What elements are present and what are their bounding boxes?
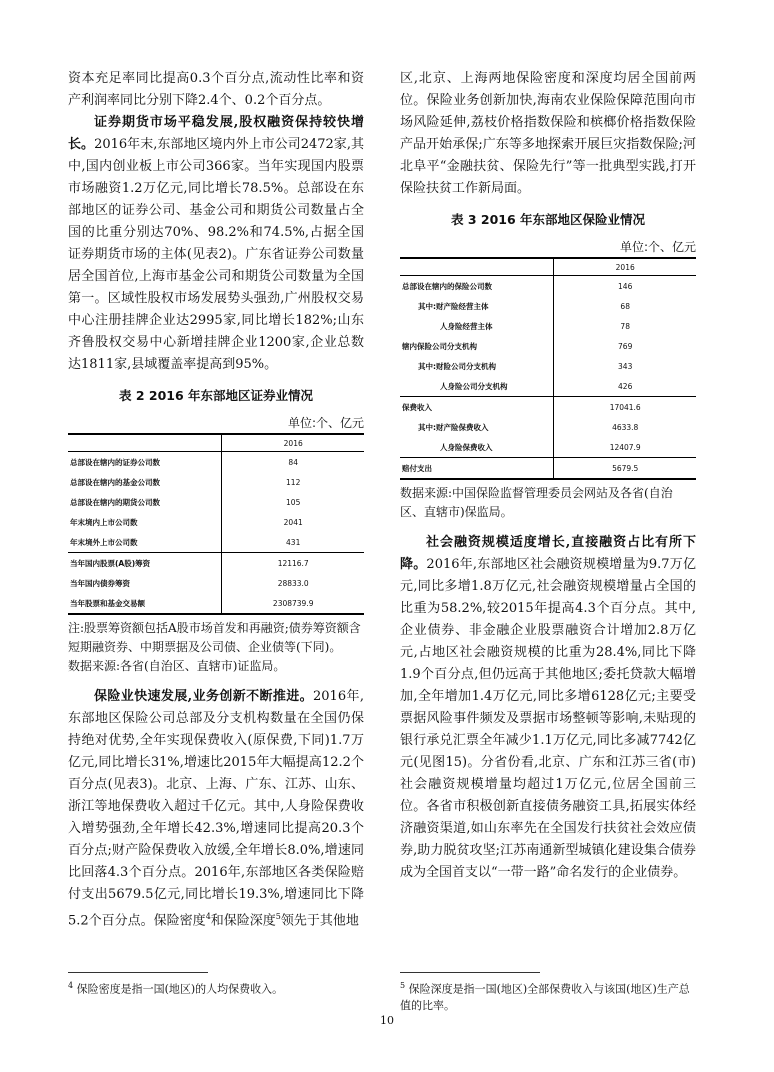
table2-caption: 表 2 2016 年东部地区证券业情况 xyxy=(118,388,314,403)
row-value: 146 xyxy=(618,281,633,291)
table3-insurance xyxy=(400,257,696,480)
row-value: 112 xyxy=(286,477,301,487)
paragraph-insurance-cont: 区,北京、上海两地保险密度和深度均居全国前两位。保险业务创新加快,海南农业保险保障范围向市场风险延伸,荔枝价格指数保险和槟榔价格指数保险产品开始承保;广东等多地探索开展巨灾指数保险;河北阜平“金融扶贫、保险先行”等一批典型实践,打开保险扶贫工作新局面。 xyxy=(400,71,696,196)
row-value: 2041 xyxy=(283,517,303,527)
table-row xyxy=(400,417,696,437)
footnote-ref-4[interactable]: 4 xyxy=(205,912,211,921)
table3-year: 2016 xyxy=(554,258,696,276)
footnote-ref-5[interactable]: 5 xyxy=(275,912,281,921)
footnote-text: 保险密度是指一国(地区)的人均保费收入。 xyxy=(76,982,284,996)
financing-body: 2016年,东部地区社会融资规模增量为9.7万亿元,同比多增1.8万亿元,社会融资规模增量占全国的比重为58.2%,较2015年提高4.3个百分点。其中,企业债券、非金融企业股票融资合计增加2.8万亿元,占地区社会融资规模的比重为28.4%,同比下降1.9个百分点,但仍远高于其他地区;委托贷款大幅增加,全年增加1.4万亿元,同比多增6128亿元;主要受票据风险事件频发及票据市场整顿等影响,未贴现的银行承兑汇票全年减少1.1万亿元,同比多减7742亿元(见图15)。分省份看,北京、广东和江苏三省(市)社会融资规模增量均超过1万亿元,位居全国前三位。各省市积极创新直接债务融资工具,拓展实体经济融资渠道,如山东率先在全国发行扶贫社会效应债券,助力脱贫攻坚;江苏南通新型城镇化建设集合债券成为全国首支以“一带一路”命名发行的企业债券。 xyxy=(400,557,696,880)
page-number: 10 xyxy=(380,1014,394,1027)
table-row xyxy=(68,593,364,614)
row-label: 总部设在辖内的期货公司数 xyxy=(68,492,222,512)
table-row xyxy=(400,276,696,297)
table-row xyxy=(68,492,364,512)
table-row xyxy=(68,452,364,473)
row-label: 年末境外上市公司数 xyxy=(68,532,222,553)
table-row xyxy=(68,472,364,492)
table-row xyxy=(400,397,696,418)
row-label: 总部设在辖内的保险公司数 xyxy=(400,276,554,297)
table-row xyxy=(400,316,696,336)
row-label: 赔付支出 xyxy=(400,458,554,480)
footnote-4 xyxy=(68,978,364,998)
paragraph-financing xyxy=(400,532,696,884)
row-value: 4633.8 xyxy=(612,422,639,432)
paragraph-insurance xyxy=(68,686,364,932)
row-value: 68 xyxy=(620,301,630,311)
table3-caption: 表 3 2016 年东部地区保险业情况 xyxy=(450,212,646,227)
row-label: 人身险经营主体 xyxy=(400,316,554,336)
row-label: 人身险公司分支机构 xyxy=(400,376,554,397)
row-value: 769 xyxy=(618,341,633,351)
row-value: 28833.0 xyxy=(277,578,309,588)
footnote-5 xyxy=(400,978,696,1014)
table-row xyxy=(68,553,364,574)
left-column xyxy=(68,68,364,932)
insurance-mid: 和保险深度 xyxy=(210,913,276,929)
table-row xyxy=(400,356,696,376)
table-row xyxy=(68,532,364,553)
row-value: 426 xyxy=(618,381,633,391)
table2-notes xyxy=(68,619,364,676)
row-value: 17041.6 xyxy=(554,397,696,418)
table3-unit: 单位:个、亿元 xyxy=(619,240,696,254)
table-row xyxy=(68,573,364,593)
table-row xyxy=(400,376,696,397)
securities-body: 2016年末,东部地区境内外上市公司2472家,其中,国内创业板上市公司366家。当年实现国内股票市场融资1.2万亿元,同比增长78.5%。总部设在东部地区的证券公司、基金公司和期货公司数量占全国的比重分别达70%、98.2%和74.5%,占据全国证券期货市场的主体(见表2)。广东省证券公司数量居全国首位,上海市基金公司和期货公司数量为全国第一。区域性股权市场发展势头强劲,广州股权交易中心注册挂牌企业达2995家,同比增长182%;山东齐鲁股权交易中心新增挂牌企业1200家,企业总数达1811家,县域覆盖率提高到95%。 xyxy=(68,137,364,372)
table-row xyxy=(400,437,696,458)
insurance-heading: 保险业快速发展,业务创新不断推进。 xyxy=(94,689,314,704)
row-label: 当年国内股票(A股)筹资 xyxy=(68,553,222,574)
row-label: 当年国内债券筹资 xyxy=(68,573,222,593)
row-value: 12116.7 xyxy=(222,553,364,574)
row-value: 343 xyxy=(618,361,633,371)
table3-source: 数据来源:中国保险监督管理委员会网站及各省(自治区、直辖市)保监局。 xyxy=(400,486,673,519)
row-value: 5679.5 xyxy=(554,458,696,480)
row-value: 12407.9 xyxy=(609,442,641,452)
row-label: 其中:财险公司分支机构 xyxy=(400,356,554,376)
insurance-body: 2016年,东部地区保险公司总部及分支机构数量在全国仍保持绝对优势,全年实现保费收入(原保费,下同)1.7万亿元,同比增长31%,增速比2015年大幅提高12.2个百分点(见表3)。北京、上海、广东、江苏、山东、浙江等地保费收入超过千亿元。其中,人身险保费收入增势强劲,全年增长42.3%,增速同比提高20.3个百分点;财产险保费收入放缓,全年增长8.0%,增速同比回落4.3个百分点。2016年,东部地区各类保险赔付支出5679.5亿元,同比增长19.3%,增速同比下降5.2个百分点。保险密度 xyxy=(68,689,364,929)
securities-heading: 证券期货市场平稳发展,股权融资保持较快增长。 xyxy=(68,115,364,152)
row-value: 78 xyxy=(620,321,630,331)
paragraph-capital: 资本充足率同比提高0.3个百分点,流动性比率和资产利润率同比分别下降2.4个、0.2个百分点。 xyxy=(68,71,364,108)
table2-note: 注:股票筹资额包括A股市场首发和再融资;债券筹资额含短期融资券、中期票据及公司债、企业债等(下同)。 xyxy=(68,621,361,654)
row-label: 其中:财产险经营主体 xyxy=(400,296,554,316)
row-label: 年末境内上市公司数 xyxy=(68,512,222,532)
row-label: 人身险保费收入 xyxy=(400,437,554,458)
row-value: 2308739.9 xyxy=(222,593,364,614)
row-label: 保费收入 xyxy=(400,397,554,418)
table2-year: 2016 xyxy=(222,434,364,452)
insurance-tail: 领先于其他地 xyxy=(280,913,359,929)
table-row xyxy=(400,296,696,316)
row-value: 84 xyxy=(288,457,298,467)
right-column xyxy=(400,68,696,884)
table-row xyxy=(400,458,696,480)
row-label: 其中:财产险保费收入 xyxy=(400,417,554,437)
row-label: 总部设在辖内的证券公司数 xyxy=(68,452,222,473)
table2-securities xyxy=(68,433,364,615)
table-row xyxy=(400,336,696,356)
footnote-text: 保险深度是指一国(地区)全部保费收入与该国(地区)生产总值的比率。 xyxy=(400,982,690,1012)
paragraph-securities xyxy=(68,112,364,376)
row-label: 当年股票和基金交易额 xyxy=(68,593,222,614)
financing-heading: 社会融资规模适度增长,直接融资占比有所下降。 xyxy=(400,535,696,572)
row-value: 431 xyxy=(286,537,301,547)
table-row xyxy=(68,512,364,532)
row-label: 辖内保险公司分支机构 xyxy=(400,336,554,356)
table2-unit: 单位:个、亿元 xyxy=(287,416,364,430)
table2-source: 数据来源:各省(自治区、直辖市)证监局。 xyxy=(68,659,286,673)
row-value: 105 xyxy=(286,497,301,507)
footnote-divider-left xyxy=(68,972,208,973)
footnote-divider-right xyxy=(400,972,540,973)
footnote-number: 5 xyxy=(400,981,406,990)
footnote-number: 4 xyxy=(68,981,74,990)
row-label: 总部设在辖内的基金公司数 xyxy=(68,472,222,492)
